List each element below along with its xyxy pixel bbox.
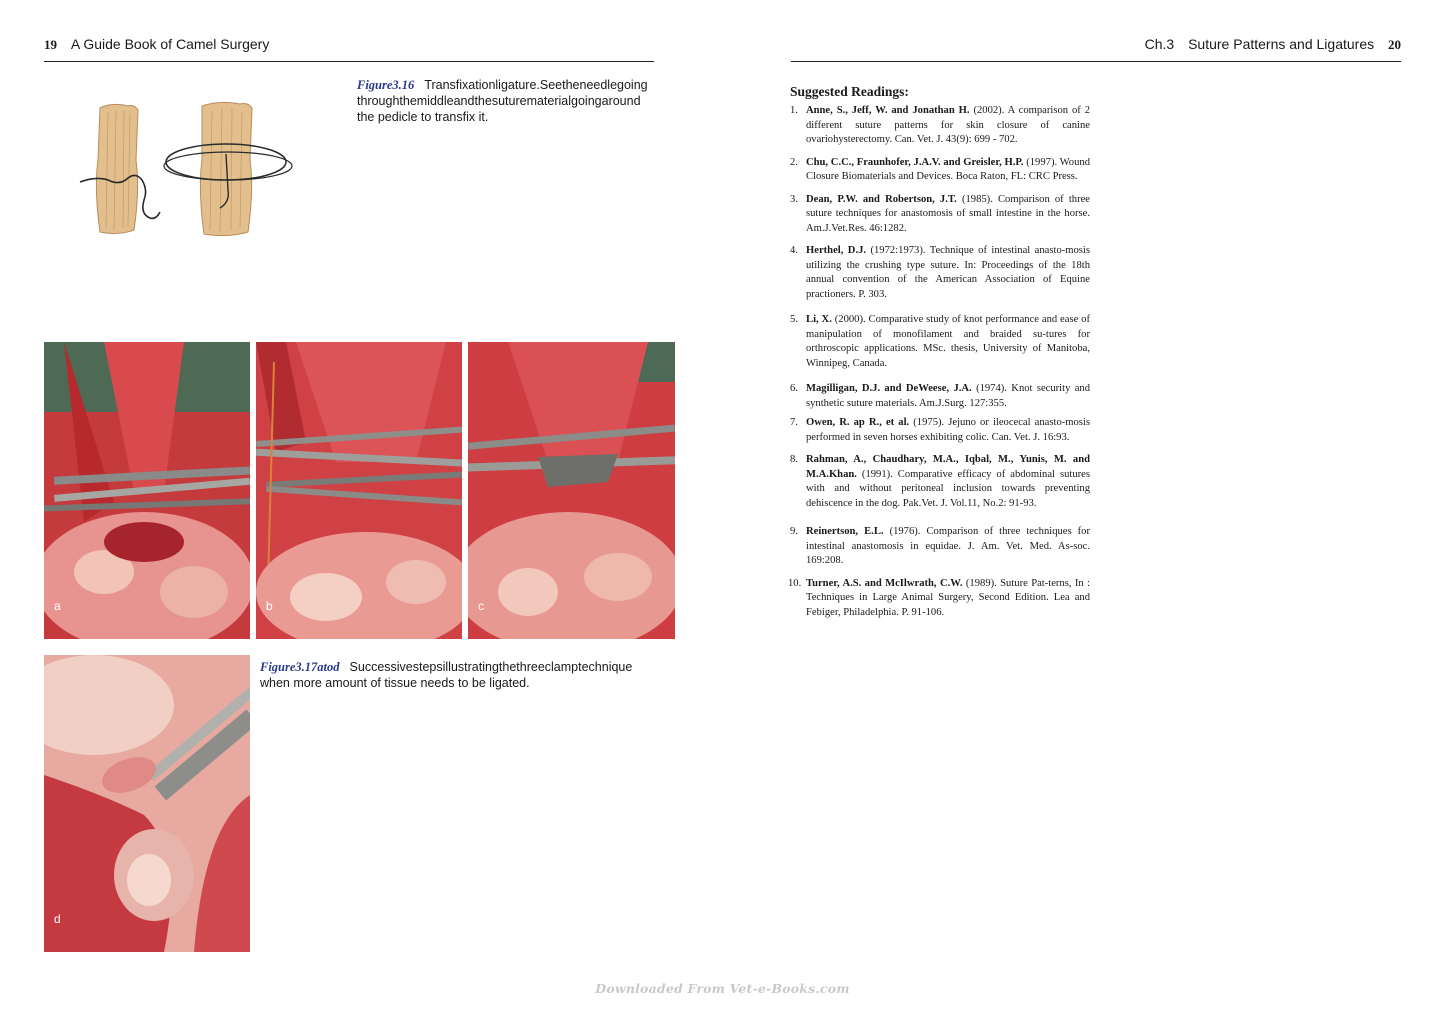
figure-3-17-text: Successivestepsillustratingthethreeclamptechnique when more amount of tissue needs to be ligated. (260, 660, 633, 690)
figure-3-17-photo-a (44, 342, 250, 639)
figure-3-17-photo-c (468, 342, 675, 639)
figure-3-17-photo-d (44, 655, 250, 952)
reading-authors: Dean, P.W. and Robertson, J.T. (806, 193, 957, 205)
reading-item (790, 453, 1090, 511)
left-page-header (44, 36, 269, 53)
download-watermark: Downloaded From Vet-e-Books.com (595, 981, 850, 996)
readings-heading: Suggested Readings: (790, 84, 909, 99)
reading-item (790, 244, 1090, 302)
left-header-rule (44, 61, 654, 62)
reading-number: 6. (790, 383, 798, 394)
reading-text: (1976). Comparison of three techniques for intestinal anastomosis in equidae. J. Am. Vet. Med. As-soc. 169:208. (806, 526, 1091, 566)
reading-text: (2002). A comparison of 2 different suture patterns for skin closure of canine ovariohysterectomy. Can. Vet. J. 43(9): 699 - 702. (806, 105, 1090, 145)
reading-item (790, 525, 1090, 569)
right-header-rule (791, 61, 1401, 62)
left-header-title: A Guide Book of Camel Surgery (70, 36, 270, 52)
photo-label-a: a (54, 599, 61, 613)
reading-number: 7. (790, 417, 798, 428)
figure-3-16-illustration (70, 90, 310, 250)
reading-number: 8. (790, 454, 798, 465)
suggested-readings (790, 84, 1090, 620)
right-page-number: 20 (1388, 37, 1401, 52)
reading-item (790, 156, 1090, 185)
photo-label-d: d (54, 912, 61, 926)
reading-number: 3. (790, 193, 798, 205)
reading-text: (1989). Suture Pat-terns, In : Techniques in Large Animal Surgery, Second Edition. Lea and Febiger, Philadelphia. P. 91-106. (806, 577, 1091, 618)
reading-number: 9. (790, 526, 798, 537)
figure-3-17-label: Figure3.17atod (260, 660, 340, 674)
reading-item (790, 577, 1090, 621)
figure-3-17-caption (260, 659, 654, 691)
reading-authors: Li, X. (806, 314, 832, 325)
reading-item (790, 313, 1090, 371)
figure-3-16-label: Figure3.16 (357, 78, 415, 92)
figure-3-16-caption (357, 77, 654, 125)
right-header-chapter: Ch.3 (1144, 36, 1175, 52)
reading-authors: Anne, S., Jeff, W. and Jonathan H. (806, 105, 970, 116)
figure-3-16-text: Transfixationligature.Seetheneedlegoing throughthemiddleandthesuturematerialgoingaround the pedicle to transfix it. (357, 78, 648, 124)
reading-number: 10. (788, 577, 802, 589)
reading-text: (1975). Jejuno or ileocecal anasto-mosis performed in seven horses exhibiting colic. Can. Vet. J. 16:93. (806, 417, 1090, 443)
reading-text: (1972:1973). Technique of intestinal anasto-mosis utilizing the crushing type suture. In: Proceedings of the 18th annual convention of the American Association of Equine practioners. P. 303. (806, 245, 1090, 300)
reading-authors: Turner, A.S. and McIlwrath, C.W. (806, 577, 963, 589)
reading-text: (1997). Wound Closure Biomaterials and Devices. Boca Raton, FL: CRC Press. (806, 156, 1090, 182)
right-page-header (1145, 36, 1401, 53)
reading-text: (2000). Comparative study of knot performance and ease of manipulation of monofilament and braided su-tures for orthroscopic applications. MSc. thesis, University of Manitoba, Winnipeg, Canada. (806, 314, 1090, 369)
reading-authors: Owen, R. ap R., et al. (806, 417, 910, 428)
reading-number: 2. (790, 156, 798, 168)
reading-authors: Chu, C.C., Fraunhofer, J.A.V. and Greisler, H.P. (806, 156, 1024, 168)
reading-item (790, 416, 1090, 445)
reading-text: (1985). Comparison of three suture techniques for anastomosis of small intestine in the horse. Am.J.Vet.Res. 46:1282. (806, 193, 1091, 234)
reading-item (790, 104, 1090, 148)
reading-item (790, 193, 1090, 237)
figure-3-17-photo-b (256, 342, 462, 639)
reading-authors: Magilligan, D.J. and DeWeese, J.A. (806, 383, 972, 394)
reading-number: 5. (790, 314, 798, 325)
reading-item (790, 382, 1090, 411)
reading-authors: Herthel, D.J. (806, 245, 867, 256)
left-page-number: 19 (44, 37, 57, 52)
photo-label-b: b (266, 599, 273, 613)
reading-text: (1974). Knot security and synthetic suture materials. Am.J.Surg. 127:355. (806, 383, 1091, 409)
right-header-title: Suture Patterns and Ligatures (1188, 36, 1375, 52)
reading-authors: Rahman, A., Chaudhary, M.A., Iqbal, M., Yunis, M. and M.A.Khan. (806, 454, 1090, 480)
photo-label-c: c (478, 599, 484, 613)
reading-number: 1. (790, 105, 798, 116)
reading-authors: Reinertson, E.L. (806, 526, 884, 537)
reading-number: 4. (790, 245, 798, 256)
reading-text: (1991). Comparative efficacy of abdominal sutures with and without peritoneal inclusion towards preventing dehiscence in the dog. Pak.Vet. J. Vol.11, No.2: 91-93. (806, 468, 1090, 509)
